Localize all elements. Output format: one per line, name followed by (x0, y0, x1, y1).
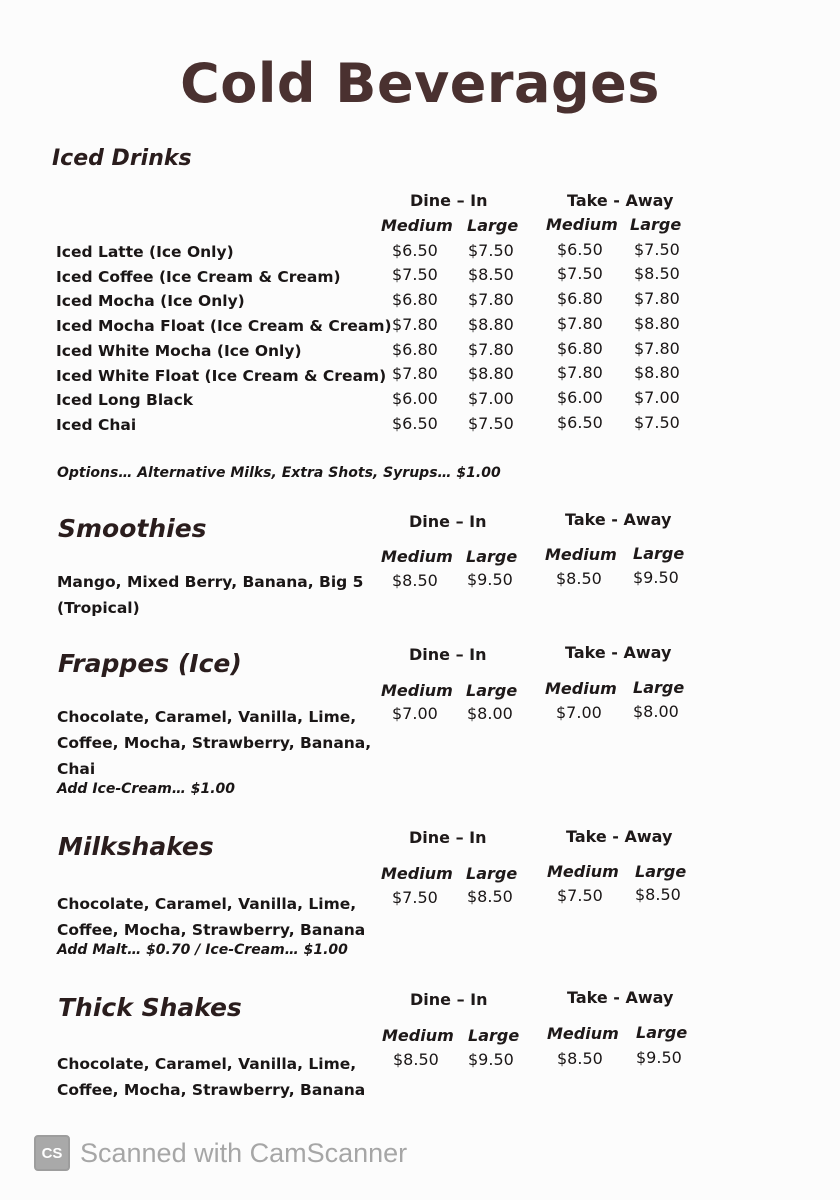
header-dine-in: Dine – In (409, 645, 487, 664)
header-large: Large (467, 216, 519, 235)
header-medium: Medium (547, 1024, 619, 1043)
header-dine-in: Dine – In (410, 191, 488, 210)
price-take-large: $8.50 (634, 264, 680, 283)
price-dine-medium: $6.00 (392, 389, 438, 408)
menu-item-name: Iced Latte (Ice Only) (56, 243, 234, 261)
price-dine-medium: $7.50 (392, 265, 438, 284)
price-dine-medium: $6.80 (392, 290, 438, 309)
header-large: Large (466, 864, 518, 883)
header-large: Large (635, 862, 687, 881)
price-take-large: $7.80 (634, 339, 680, 358)
milkshakes-add-on-note: Add Malt… $0.70 / Ice-Cream… $1.00 (57, 942, 348, 958)
header-medium: Medium (381, 681, 453, 700)
header-medium: Medium (545, 545, 617, 564)
menu-item-name: Iced Coffee (Ice Cream & Cream) (56, 268, 341, 286)
price-take-large: $8.80 (634, 363, 680, 382)
price-dine-large: $9.50 (468, 1050, 514, 1069)
price-take-medium: $7.00 (556, 703, 602, 722)
price-dine-large: $8.50 (467, 887, 513, 906)
description-line: Coffee, Mocha, Strawberry, Banana, (57, 734, 372, 752)
section-title-frappes: Frappes (Ice) (58, 649, 242, 678)
header-medium: Medium (381, 864, 453, 883)
price-dine-large: $8.00 (467, 704, 513, 723)
price-take-medium: $8.50 (557, 1049, 603, 1068)
description-line: Chocolate, Caramel, Vanilla, Lime, (57, 895, 357, 913)
price-take-medium: $7.50 (557, 264, 603, 283)
price-dine-medium: $7.80 (392, 315, 438, 334)
price-dine-medium: $6.50 (392, 241, 438, 260)
price-dine-medium: $8.50 (393, 1050, 439, 1069)
price-take-large: $7.50 (634, 413, 680, 432)
price-take-large: $7.00 (634, 388, 680, 407)
watermark-text: Scanned with CamScanner (80, 1137, 408, 1168)
price-take-large: $9.50 (636, 1048, 682, 1067)
description-line: Coffee, Mocha, Strawberry, Banana (57, 1081, 366, 1099)
header-take-away: Take - Away (565, 643, 672, 662)
milkshakes-description (57, 891, 365, 943)
price-take-large: $7.80 (634, 289, 680, 308)
menu-item-name: Iced Chai (56, 416, 137, 434)
price-dine-medium: $8.50 (392, 571, 438, 590)
price-dine-large: $9.50 (467, 570, 513, 589)
page-title: Cold Beverages (180, 52, 660, 115)
price-take-large: $8.50 (635, 885, 681, 904)
price-take-large: $9.50 (633, 568, 679, 587)
price-dine-large: $7.80 (468, 290, 514, 309)
header-medium: Medium (545, 679, 617, 698)
price-dine-medium: $6.80 (392, 340, 438, 359)
price-dine-large: $8.50 (468, 265, 514, 284)
price-dine-large: $7.50 (468, 414, 514, 433)
section-title-smoothies: Smoothies (58, 514, 207, 543)
price-take-large: $8.80 (634, 314, 680, 333)
frappes-add-on-note: Add Ice-Cream… $1.00 (57, 781, 236, 797)
price-dine-medium: $7.50 (392, 888, 438, 907)
iced-options-note: Options… Alternative Milks, Extra Shots, Syrups… $1.00 (57, 465, 501, 481)
camscanner-logo-icon: CS (34, 1135, 70, 1171)
price-dine-medium: $7.00 (392, 704, 438, 723)
description-line: (Tropical) (57, 599, 140, 617)
price-take-medium: $8.50 (556, 569, 602, 588)
header-dine-in: Dine – In (409, 512, 487, 531)
price-dine-medium: $6.50 (392, 414, 438, 433)
price-take-medium: $6.80 (557, 339, 603, 358)
header-medium: Medium (547, 862, 619, 881)
menu-item-name: Iced Mocha (Ice Only) (56, 292, 245, 310)
header-large: Large (466, 681, 518, 700)
section-title-milkshakes: Milkshakes (58, 832, 214, 861)
menu-item-name: Iced Long Black (56, 391, 194, 409)
price-dine-large: $8.80 (468, 315, 514, 334)
price-take-medium: $6.00 (557, 388, 603, 407)
header-take-away: Take - Away (565, 510, 672, 529)
menu-item-name: Iced White Mocha (Ice Only) (56, 342, 302, 360)
price-take-medium: $7.50 (557, 886, 603, 905)
price-dine-large: $7.00 (468, 389, 514, 408)
thick-shakes-description (57, 1051, 365, 1103)
description-line: Chocolate, Caramel, Vanilla, Lime, (57, 1055, 357, 1073)
price-dine-large: $8.80 (468, 364, 514, 383)
header-large: Large (633, 544, 685, 563)
price-take-medium: $6.80 (557, 289, 603, 308)
description-line: Mango, Mixed Berry, Banana, Big 5 (57, 573, 364, 591)
menu-item-name: Iced White Float (Ice Cream & Cream) (56, 367, 387, 385)
description-line: Coffee, Mocha, Strawberry, Banana (57, 921, 366, 939)
price-dine-large: $7.50 (468, 241, 514, 260)
header-take-away: Take - Away (567, 191, 674, 210)
section-title-iced-drinks: Iced Drinks (52, 146, 192, 171)
description-line: Chai (57, 760, 96, 778)
price-dine-large: $7.80 (468, 340, 514, 359)
header-large: Large (466, 547, 518, 566)
price-dine-medium: $7.80 (392, 364, 438, 383)
header-medium: Medium (381, 547, 453, 566)
camscanner-watermark (34, 1134, 407, 1172)
header-medium: Medium (546, 215, 618, 234)
header-take-away: Take - Away (567, 988, 674, 1007)
header-large: Large (633, 678, 685, 697)
price-take-medium: $7.80 (557, 363, 603, 382)
section-title-thick-shakes: Thick Shakes (58, 993, 242, 1022)
price-take-medium: $6.50 (557, 240, 603, 259)
smoothies-description (57, 569, 363, 621)
header-dine-in: Dine – In (410, 990, 488, 1009)
price-take-large: $7.50 (634, 240, 680, 259)
description-line: Chocolate, Caramel, Vanilla, Lime, (57, 708, 357, 726)
header-large: Large (636, 1023, 688, 1042)
frappes-description (57, 704, 371, 782)
price-take-medium: $7.80 (557, 314, 603, 333)
header-medium: Medium (381, 216, 453, 235)
header-take-away: Take - Away (566, 827, 673, 846)
price-take-medium: $6.50 (557, 413, 603, 432)
header-large: Large (468, 1026, 520, 1045)
menu-item-name: Iced Mocha Float (Ice Cream & Cream) (56, 317, 392, 335)
header-large: Large (630, 215, 682, 234)
header-dine-in: Dine – In (409, 828, 487, 847)
header-medium: Medium (382, 1026, 454, 1045)
price-take-large: $8.00 (633, 702, 679, 721)
